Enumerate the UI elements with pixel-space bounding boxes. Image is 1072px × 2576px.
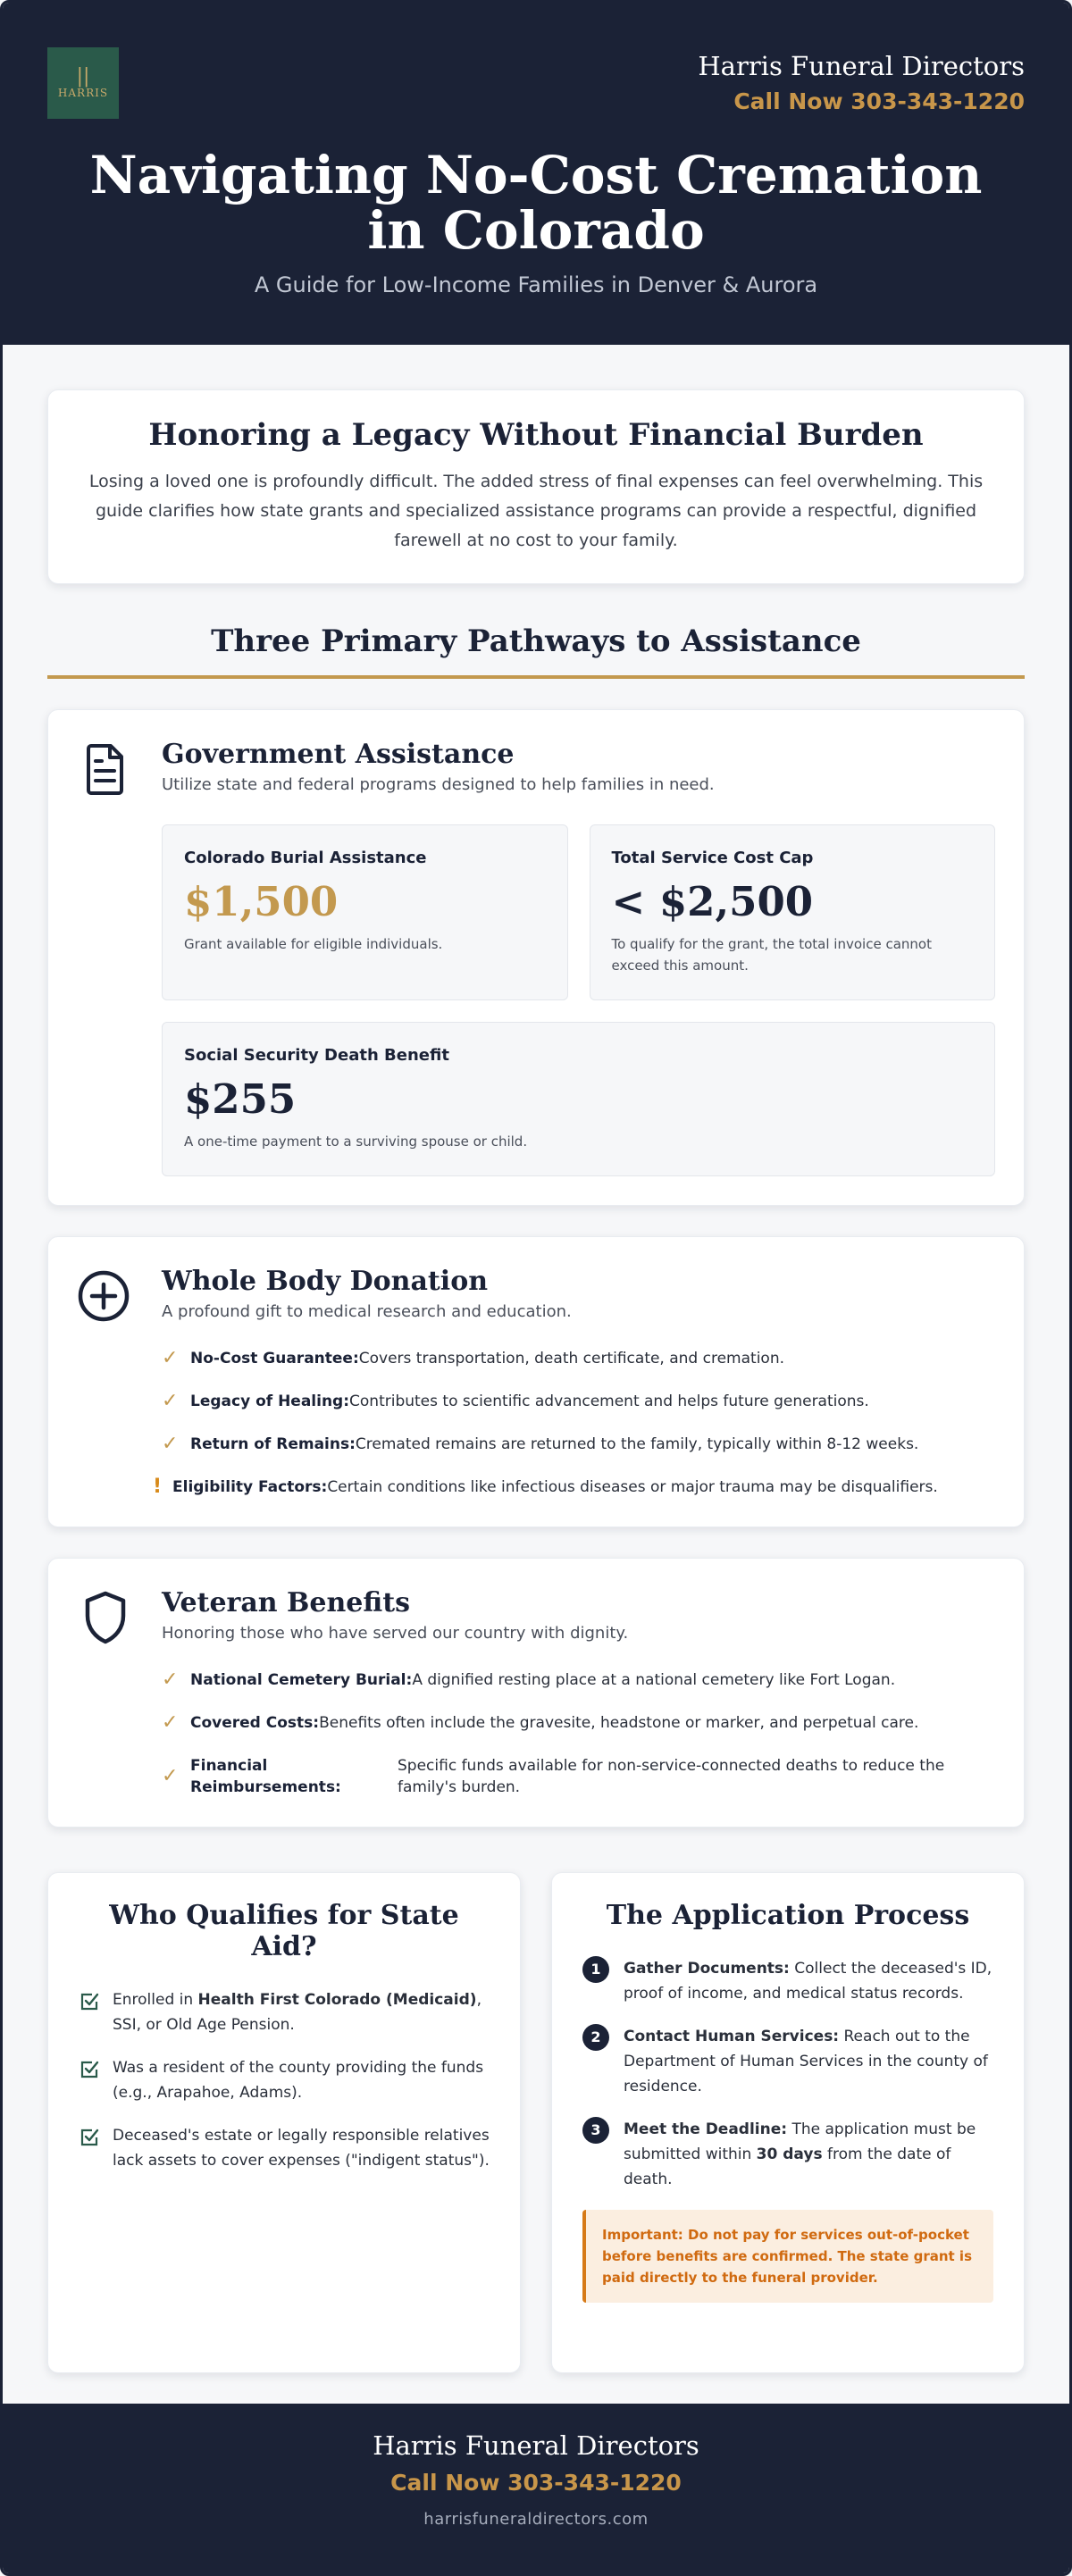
stat-note: To qualify for the grant, the total invoice cannot exceed this amount.	[611, 936, 932, 974]
step-bold: 30 days	[756, 2145, 823, 2163]
logo-mark: ||	[76, 65, 90, 88]
item-text: Certain conditions like infectious diseases or major trauma may be disqualifiers.	[327, 1478, 938, 1496]
step-text: The application must be submitted within	[624, 2120, 976, 2163]
government-desc: Utilize state and federal programs designed to help families in need.	[162, 775, 715, 794]
phone-link[interactable]: Call Now 303-343-1220	[733, 88, 1025, 114]
item-text: Cremated remains are returned to the family, typically within 8-12 weeks.	[355, 1435, 919, 1453]
item-text: Specific funds available for non-service-connected deaths to reduce the family's burden.	[398, 1757, 945, 1796]
veteran-benefits-card	[47, 1558, 1025, 1827]
step-label: Gather Documents:	[624, 1960, 790, 1978]
brand-name: Harris Funeral Directors	[698, 51, 1025, 81]
step-number: 3	[582, 2117, 609, 2144]
qualify-card	[47, 1872, 521, 2373]
item-label: Legacy of Healing:	[190, 1393, 350, 1410]
government-assistance-card	[47, 709, 1025, 1206]
step-item	[582, 1956, 993, 2006]
checkbox-checked-icon	[79, 2055, 113, 2105]
footer-brand-name: Harris Funeral Directors	[373, 2430, 699, 2461]
intro-card	[47, 389, 1025, 584]
item-text: Benefits often include the gravesite, headstone or marker, and perpetual care.	[319, 1714, 919, 1732]
stat-ss-death-benefit	[162, 1022, 995, 1176]
intro-title: Honoring a Legacy Without Financial Burden	[148, 417, 924, 453]
stat-value: $1,500	[184, 878, 339, 925]
item-label: Eligibility Factors:	[172, 1478, 328, 1496]
check-icon: ✓	[162, 1390, 179, 1412]
footer-phone-link[interactable]: Call Now 303-343-1220	[390, 2470, 682, 2496]
title-divider	[47, 675, 1025, 679]
pathways-title: Three Primary Pathways to Assistance	[211, 623, 861, 659]
stat-label: Colorado Burial Assistance	[184, 849, 427, 867]
process-title: The Application Process	[606, 1900, 970, 1931]
footer-website-link[interactable]: harrisfuneraldirectors.com	[423, 2510, 649, 2529]
item-text: Deceased's estate or legally responsible relatives lack assets to cover expenses ("indigent status").	[113, 2127, 490, 2170]
page-subtitle: A Guide for Low-Income Families in Denver & Aurora	[254, 272, 818, 297]
logo[interactable]	[47, 47, 119, 119]
stat-cost-cap	[590, 824, 996, 1000]
step-number: 2	[582, 2024, 609, 2051]
two-column-section	[47, 1872, 1025, 2373]
qualify-title: Who Qualifies for State Aid?	[109, 1900, 459, 1962]
list-item	[162, 1712, 995, 1734]
veteran-title: Veteran Benefits	[162, 1587, 410, 1618]
stat-value: < $2,500	[611, 878, 814, 925]
check-icon: ✓	[162, 1765, 179, 1787]
step-text: Reach out to the Department of Human Services in the county of residence.	[624, 2028, 988, 2095]
checkbox-checked-icon	[79, 2123, 113, 2173]
body-donation-card	[47, 1236, 1025, 1527]
item-bold: Health First Colorado (Medicaid)	[197, 1991, 477, 2009]
check-icon: ✓	[162, 1347, 179, 1369]
list-item	[79, 2055, 490, 2105]
donation-title: Whole Body Donation	[162, 1266, 489, 1297]
list-item	[162, 1348, 995, 1369]
step-text: Collect the deceased's ID, proof of income, and medical status records.	[624, 1960, 992, 2003]
header-contact	[698, 51, 1025, 114]
stat-value: $255	[184, 1075, 297, 1123]
item-label: No-Cost Guarantee:	[190, 1350, 359, 1367]
qualify-list	[79, 1987, 490, 2173]
step-item	[582, 2117, 993, 2192]
stat-grid	[162, 824, 995, 1000]
government-title: Government Assistance	[162, 739, 515, 770]
step-label: Contact Human Services:	[624, 2028, 840, 2045]
shield-icon	[77, 1589, 134, 1646]
footer	[3, 2404, 1069, 2573]
step-label: Meet the Deadline:	[624, 2120, 788, 2138]
item-text: A dignified resting place at a national cemetery like Fort Logan.	[412, 1671, 896, 1689]
item-text: Covers transportation, death certificate, and cremation.	[358, 1350, 784, 1367]
item-label: Covered Costs:	[190, 1714, 320, 1732]
intro-text: Losing a loved one is profoundly difficult. The added stress of final expenses can feel overwhelming. This guide clarifies how state grants and specialized assistance programs can provide a respectful, dignified farewell at no cost to your family.	[88, 472, 984, 550]
stat-label: Total Service Cost Cap	[611, 849, 814, 867]
process-steps	[582, 1956, 993, 2192]
check-icon: ✓	[162, 1669, 179, 1691]
check-icon: ✓	[162, 1433, 179, 1455]
veteran-list	[162, 1669, 995, 1798]
donation-desc: A profound gift to medical research and education.	[162, 1302, 572, 1321]
plus-circle-icon	[77, 1267, 134, 1325]
veteran-desc: Honoring those who have served our country with dignity.	[162, 1624, 629, 1643]
item-text: Contributes to scientific advancement and helps future generations.	[349, 1393, 869, 1410]
process-card	[551, 1872, 1025, 2373]
logo-text: HARRIS	[57, 87, 109, 99]
warning-icon: !	[153, 1476, 163, 1498]
donation-list	[153, 1347, 995, 1498]
list-item	[153, 1476, 995, 1498]
check-icon: ✓	[162, 1711, 179, 1734]
list-item	[162, 1434, 995, 1455]
page-title: Navigating No-Cost Cremation in Colorado	[89, 145, 983, 261]
checkbox-checked-icon	[79, 1987, 113, 2037]
item-label: Return of Remains:	[190, 1435, 356, 1453]
item-text: Was a resident of the county providing the funds (e.g., Arapahoe, Adams).	[113, 2059, 484, 2102]
stat-label: Social Security Death Benefit	[184, 1046, 449, 1065]
item-text: Enrolled in	[113, 1991, 198, 2009]
step-number: 1	[582, 1956, 609, 1983]
list-item	[79, 1987, 490, 2037]
stat-note: A one-time payment to a surviving spouse or child.	[184, 1133, 528, 1150]
stat-note: Grant available for eligible individuals.	[184, 936, 443, 952]
list-item	[79, 2123, 490, 2173]
list-item	[162, 1391, 995, 1412]
step-item	[582, 2024, 993, 2099]
list-item	[162, 1755, 995, 1798]
important-notice: Important: Do not pay for services out-of-pocket before benefits are confirmed. The state grant is paid directly to the funeral provider.	[582, 2210, 993, 2303]
item-label: National Cemetery Burial:	[190, 1671, 413, 1689]
step-text: from the date of death.	[624, 2145, 951, 2188]
stat-burial-assistance	[162, 824, 568, 1000]
header	[3, 3, 1069, 345]
document-icon	[77, 740, 134, 798]
list-item	[162, 1669, 995, 1691]
item-text: , SSI, or Old Age Pension.	[113, 1991, 482, 2034]
main-content	[3, 345, 1069, 2373]
item-label: Financial Reimbursements:	[190, 1757, 341, 1796]
